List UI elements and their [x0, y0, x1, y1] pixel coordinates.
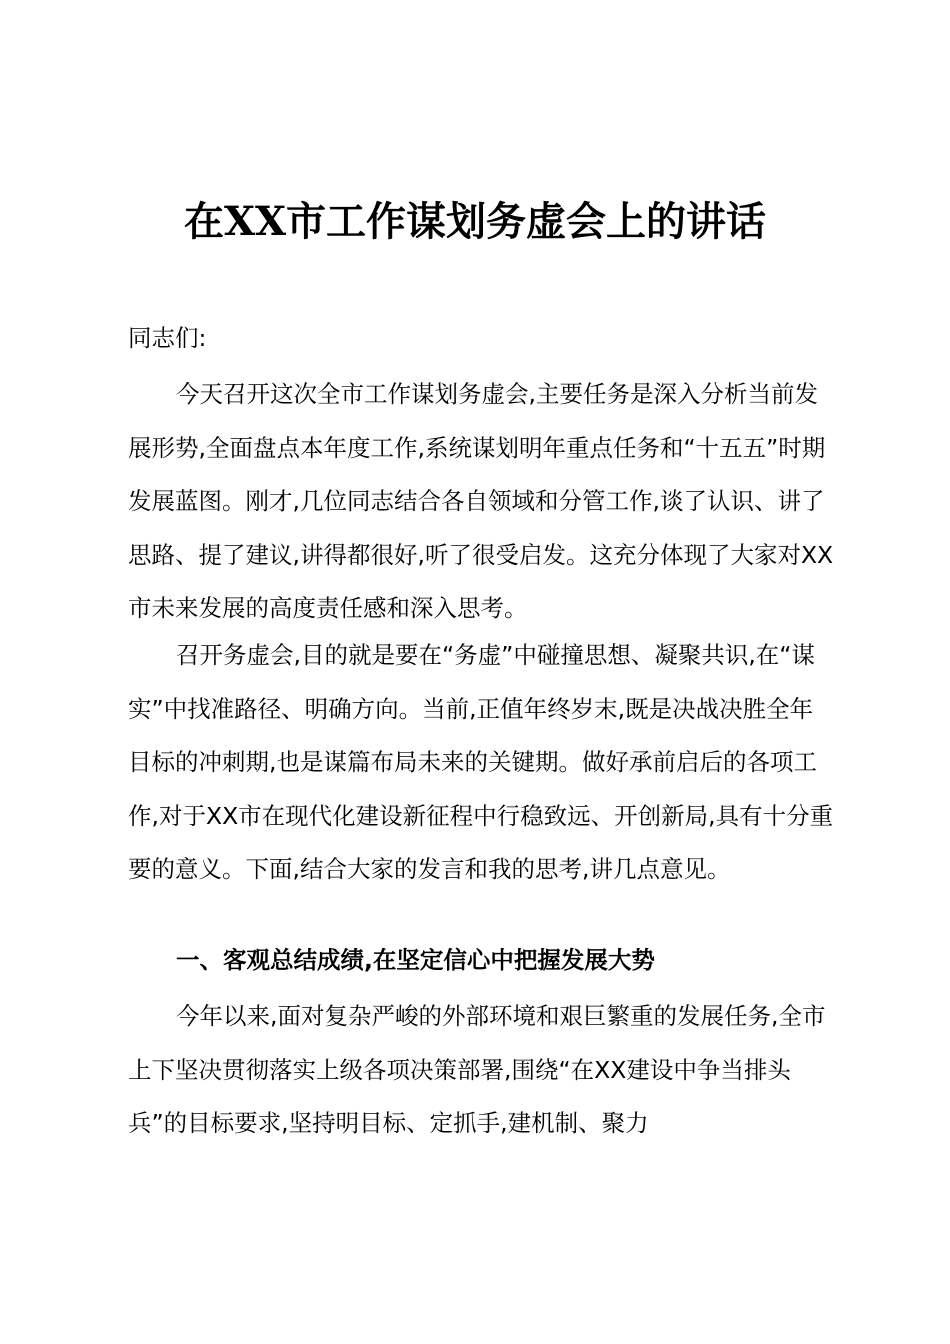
- document-title: 在XX市工作谋划务虚会上的讲话: [183, 198, 767, 245]
- section-heading: 一、客观总结成绩,在坚定信心中把握发展大势: [176, 946, 655, 974]
- paragraph-purpose: 召开务虚会,目的就是要在“务虚”中碰撞思想、凝聚共识,在“谋实”中找准路径、明确方向。当前,正值年终岁末,既是决战决胜全年目标的冲刺期,也是谋篇布局未来的关键期。做好承前启后的各项工作,对于XX市在现代化建设新征程中行稳致远、开创新局,具有十分重要的意义。下面,结合大家的发言和我的思考,讲几点意见。: [128, 641, 834, 883]
- salutation: 同志们:: [128, 324, 207, 352]
- paragraph-section-one: 今年以来,面对复杂严峻的外部环境和艰巨繁重的发展任务,全市上下坚决贯彻落实上级各项决策部署,围绕“在XX建设中争当排头兵”的目标要求,坚持明目标、定抓手,建机制、聚力: [128, 1002, 826, 1137]
- paragraph-opening: 今天召开这次全市工作谋划务虚会,主要任务是深入分析当前发展形势,全面盘点本年度工作,系统谋划明年重点任务和“十五五”时期发展蓝图。刚才,几位同志结合各自领域和分管工作,谈了认识、讲了思路、提了建议,讲得都很好,听了很受启发。这充分体现了大家对XX市未来发展的高度责任感和深入思考。: [128, 380, 834, 622]
